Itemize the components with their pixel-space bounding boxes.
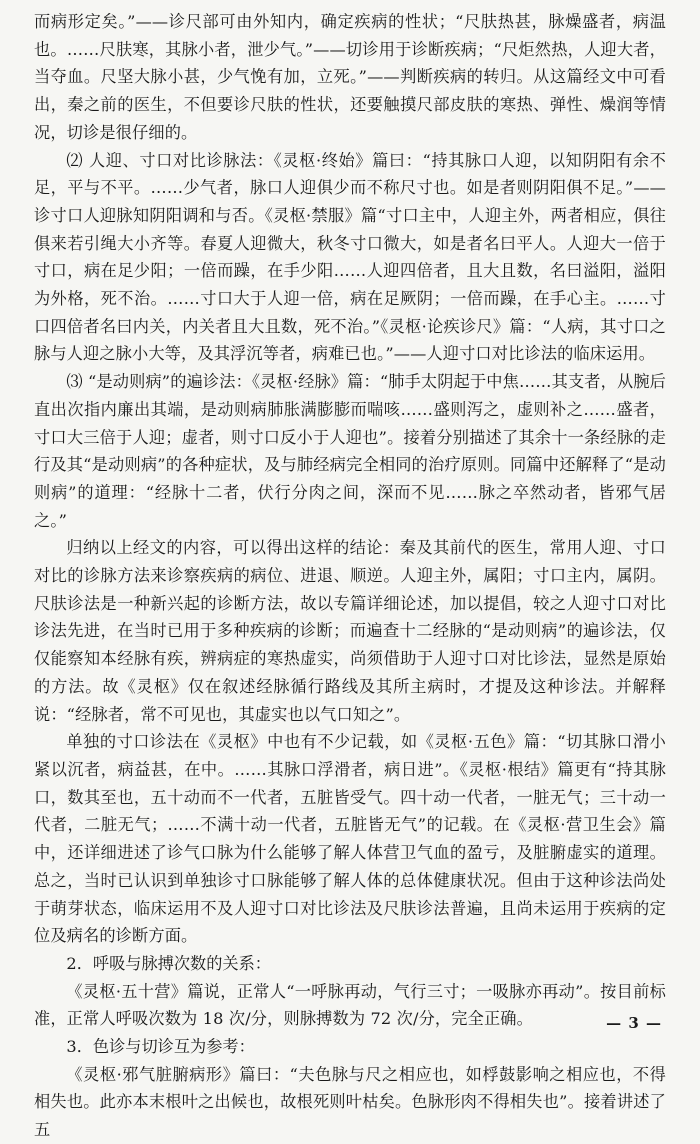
paragraph-breath-pulse: 《灵枢·五十营》篇说，正常人“一呼脉再动，气行三寸；一吸脉亦再动”。按目前标准，正常人呼吸次数为 18 次/分，则脉搏数为 72 次/分，完全正确。 bbox=[34, 981, 666, 1029]
section-heading-color-pulse: 3．色诊与切诊互为参考： bbox=[66, 1037, 255, 1057]
paragraph-chizhen-conclusion: 而病形定矣。”——诊尺部可由外知内，确定疾病的性状；“尺肤热甚，脉燥盛者，病温也。……尺肤寒，其脉小者，泄少气。”——切诊用于诊断疾病；“尺炬然热，人迎大者，当夺血。尺坚大脉小甚，少气悗有加，立死。”——判断疾病的转归。从这篇经文中可看出，秦之前的医生，不但要诊尺肤的性状，还要触摸尺部皮肤的寒热、弹性、燥润等情况，切诊是很仔细的。 bbox=[34, 12, 666, 142]
paragraph-color-pulse: 《灵枢·邪气脏腑病形》篇曰：“夫色脉与尺之相应也，如桴鼓影响之相应也，不得相失也。此亦本末根叶之出候也，故根死则叶枯矣。色脉形肉不得相失也”。接着讲述了五 bbox=[34, 1064, 666, 1140]
paragraph-cunkou-alone: 单独的寸口诊法在《灵枢》中也有不少记载，如《灵枢·五色》篇：“切其脉口滑小紧以沉者，病益甚，在中。……其脉口浮滑者，病日进”。《灵枢·根结》篇更有“持其脉口，数其至也，五十动而不一代者，五脏皆受气。四十动一代者，一脏无气；三十动一代者，二脏无气；……不满十动一代者，五脏皆无气”的记载。在《灵枢·营卫生会》篇中，还详细进述了诊气口脉为什么能够了解人体营卫气血的盈亏，及脏腑虚实的道理。总之，当时已认识到单独诊寸口脉能够了解人体的总体健康状况。但由于这种诊法尚处于萌芽状态，临床运用不及人迎寸口对比诊法及尺肤诊法普遍，且尚未运用于疾病的定位及病名的诊断方面。 bbox=[34, 732, 666, 946]
page-number: — 3 — bbox=[606, 1014, 662, 1032]
paragraph-renying-cunkou: ⑵ 人迎、寸口对比诊脉法：《灵枢·终始》篇曰：“持其脉口人迎，以知阴阳有余不足，平与不平。……少气者，脉口人迎俱少而不称尺寸也。如是者则阴阳俱不足。”——诊寸口人迎脉知阴阳调和与否。《灵枢·禁服》篇“寸口主中，人迎主外，两者相应，俱往俱来若引绳大小齐等。春夏人迎微大，秋冬寸口微大，如是者名曰平人。人迎大一倍于寸口，病在足少阳；一倍而躁，在手少阳……人迎四倍者，且大且数，名曰溢阳，溢阳为外格，死不治。……寸口大于人迎一倍，病在足厥阴；一倍而躁，在手心主。……寸口四倍者名曰内关，内关者且大且数，死不治。”《灵枢·论疾诊尺》篇：“人病，其寸口之脉与人迎之脉小大等，及其浮沉等者，病难已也。”——人迎寸口对比诊法的临床运用。 bbox=[34, 150, 666, 364]
paragraph-shidongzebing: ⑶ “是动则病”的遍诊法：《灵枢·经脉》篇：“肺手太阴起于中焦……其支者，从腕后直出次指内廉出其端，是动则病肺胀满膨膨而喘咳……盛则泻之，虚则补之……盛者，寸口大三倍于人迎；虚者，则寸口反小于人迎也”。接着分别描述了其余十一条经脉的走行及其“是动则病”的各种症状，及与肺经病完全相同的治疗原则。同篇中还解释了“是动则病”的道理：“经脉十二者，伏行分肉之间，深而不见……脉之卒然动者，皆邪气居之。” bbox=[34, 372, 666, 530]
section-heading-breath-pulse: 2．呼吸与脉搏次数的关系： bbox=[66, 953, 271, 973]
paragraph-summary: 归纳以上经文的内容，可以得出这样的结论：秦及其前代的医生，常用人迎、寸口对比的诊脉方法来诊察疾病的病位、进退、顺逆。人迎主外，属阳；寸口主内，属阴。尺肤诊法是一种新兴起的诊断方法，故以专篇详细论述，加以提倡，较之人迎寸口对比诊法先进，在当时已用于多种疾病的诊断；而遍查十二经脉的“是动则病”的遍诊法，仅仅能察知本经脉有疾，辨病症的寒热虚实，尚须借助于人迎寸口对比诊法，显然是原始的方法。故《灵枢》仅在叙述经脉循行路线及其所主病时，才提及这种诊法。并解释说：“经脉者，常不可见也，其虚实也以气口知之”。 bbox=[34, 538, 666, 724]
